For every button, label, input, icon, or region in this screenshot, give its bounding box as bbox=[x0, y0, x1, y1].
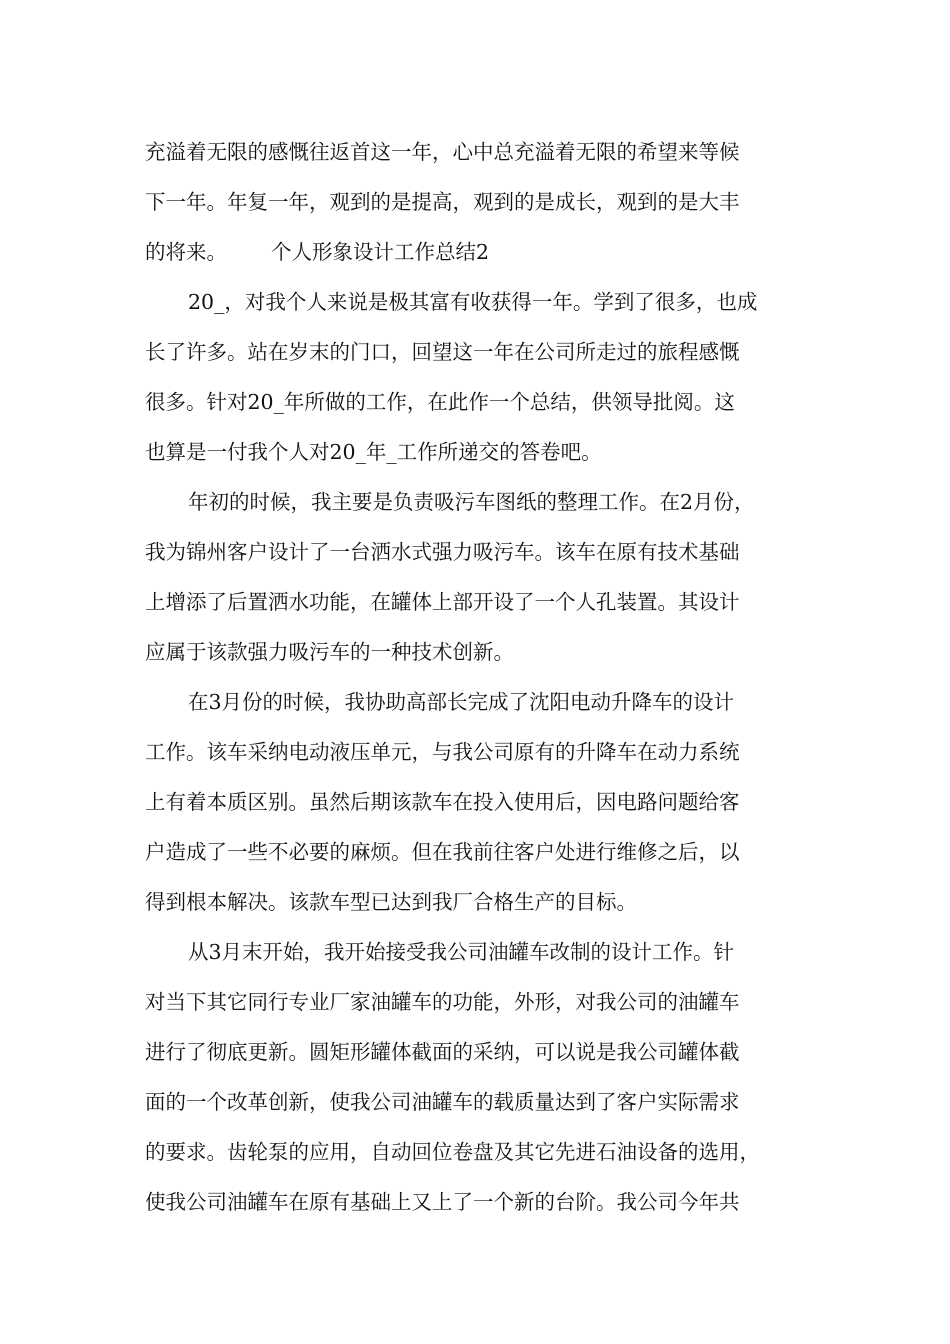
text-line: 很多。针对20_年所做的工作，在此作一个总结，供领导批阅。这 bbox=[145, 390, 735, 414]
text-line: 上增添了后置洒水功能，在罐体上部开设了一个人孔装置。其设计 bbox=[145, 590, 740, 614]
text-line: 对当下其它同行专业厂家油罐车的功能，外形，对我公司的油罐车 bbox=[145, 990, 740, 1014]
paragraph-first-line: 在3月份的时候，我协助高部长完成了沈阳电动升降车的设计 bbox=[188, 690, 735, 714]
text-line: 使我公司油罐车在原有基础上又上了一个新的台阶。我公司今年共 bbox=[145, 1190, 740, 1214]
paragraph-first-line: 从3月末开始，我开始接受我公司油罐车改制的设计工作。针 bbox=[188, 940, 735, 964]
text-line: 长了许多。站在岁末的门口，回望这一年在公司所走过的旅程感慨 bbox=[145, 340, 740, 364]
text-line: 工作。该车采纳电动液压单元，与我公司原有的升降车在动力系统 bbox=[145, 740, 740, 764]
paragraph-first-line: 年初的时候，我主要是负责吸污车图纸的整理工作。在2月份， bbox=[188, 490, 755, 514]
document-body bbox=[145, 127, 835, 1227]
text-line: 的将来。 bbox=[145, 240, 227, 264]
text-line: 也算是一付我个人对20_年_工作所递交的答卷吧。 bbox=[145, 440, 602, 464]
paragraph-first-line: 20_，对我个人来说是极其富有收获得一年。学到了很多，也成 bbox=[188, 290, 758, 314]
text-line: 我为锦州客户设计了一台洒水式强力吸污车。该车在原有技术基础 bbox=[145, 540, 740, 564]
text-line: 应属于该款强力吸污车的一种技术创新。 bbox=[145, 640, 514, 664]
text-line-with-heading bbox=[145, 227, 835, 277]
text-line: 得到根本解决。该款车型已达到我厂合格生产的目标。 bbox=[145, 890, 637, 914]
text-line: 面的一个改革创新，使我公司油罐车的载质量达到了客户实际需求 bbox=[145, 1090, 740, 1114]
text-line: 进行了彻底更新。圆矩形罐体截面的采纳，可以说是我公司罐体截 bbox=[145, 1040, 740, 1064]
text-line: 充溢着无限的感慨往返首这一年，心中总充溢着无限的希望来等候 bbox=[145, 140, 740, 164]
text-line: 户造成了一些不必要的麻烦。但在我前往客户处进行维修之后，以 bbox=[145, 840, 740, 864]
text-line: 下一年。年复一年，观到的是提高，观到的是成长，观到的是大丰 bbox=[145, 190, 740, 214]
text-line: 上有着本质区别。虽然后期该款车在投入使用后，因电路问题给客 bbox=[145, 790, 740, 814]
section-heading: 个人形象设计工作总结2 bbox=[271, 240, 490, 264]
text-line: 的要求。齿轮泵的应用，自动回位卷盘及其它先进石油设备的选用， bbox=[145, 1140, 760, 1164]
